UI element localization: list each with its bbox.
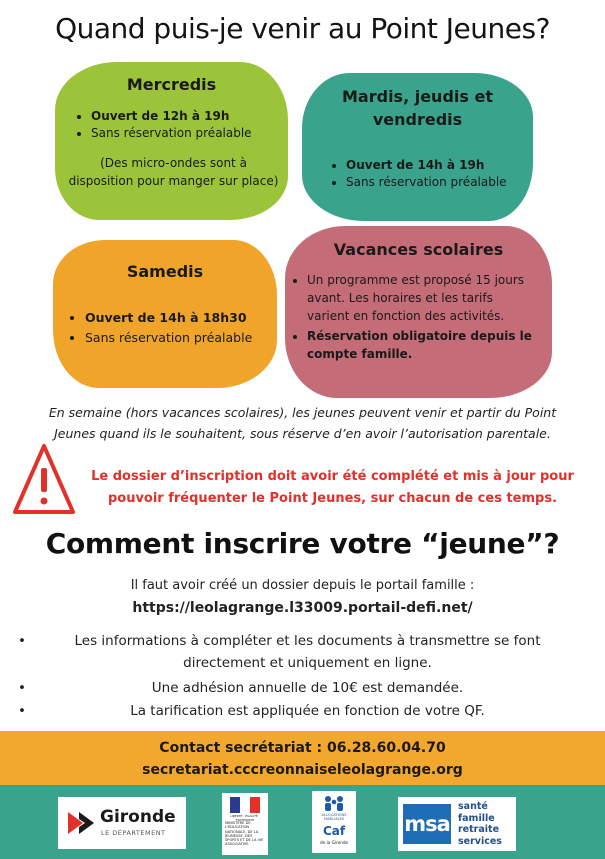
caf-top-text: ALLOCATIONS FAMILIALES	[321, 813, 347, 822]
bullet-text: Une adhésion annuelle de 10€ est demandée.	[151, 680, 464, 696]
flag-icon	[230, 797, 260, 813]
page-title: Quand puis-je venir au Point Jeunes?	[55, 12, 550, 45]
contact-email[interactable]: secretariat.cccreonnaiseleolagrange.org	[142, 762, 463, 778]
portail-link[interactable]: https://leolagrange.l33009.portail-defi.net/	[132, 600, 473, 616]
list-item: • Sans réservation préalable	[85, 328, 277, 348]
mercredis-heading: Mercredis	[126, 75, 217, 94]
contact-bar	[0, 731, 605, 785]
msa-lines	[458, 801, 502, 847]
bullet-icon: •	[18, 680, 26, 696]
caf-logo	[312, 791, 356, 853]
mercredis-list	[55, 108, 288, 142]
msa-logo	[398, 797, 516, 851]
gironde-name: Gironde	[100, 807, 176, 827]
block-vacances-scolaires	[285, 226, 552, 398]
samedis-heading: Samedis	[126, 262, 204, 281]
semaine-note: En semaine (hors vacances scolaires), les jeunes peuvent venir et partir du Point Jeunes quand ils le souhaitent, sous réserve d’en avoir l’autorisation parentale.	[48, 405, 557, 441]
vacances-list	[285, 271, 538, 363]
list-item: • Ouvert de 12h à 19h	[91, 108, 288, 125]
block-mercredis	[55, 62, 288, 220]
list-item: • Un programme est proposé 15 jours avant. Les horaires et les tarifs varient en fonction des activités.	[307, 271, 538, 325]
footer-logos	[0, 785, 605, 859]
samedis-list	[53, 308, 277, 348]
list-item: • Sans réservation préalable	[346, 174, 533, 191]
list-item: • Ouvert de 14h à 19h	[346, 157, 533, 174]
list-item	[0, 677, 605, 699]
bullet-icon: •	[18, 703, 26, 719]
inscription-intro-text: Il faut avoir créé un dossier depuis le portail famille :	[130, 578, 475, 593]
gironde-mark-icon	[66, 808, 96, 838]
mercredis-note: (Des micro-ondes sont à disposition pour manger sur place)	[68, 156, 279, 188]
contact-phone: Contact secrétariat : 06.28.60.04.70	[159, 740, 446, 756]
bullet-text: Les informations à compléter et les documents à transmettre se font directement et uniquement en ligne.	[74, 633, 541, 671]
ministere-top-text: LIBERTÉ · ÉGALITÉ · FRATERNITÉ	[230, 814, 260, 822]
msa-name: msa	[403, 804, 451, 844]
list-item	[0, 630, 605, 674]
msa-line: famille	[458, 812, 495, 824]
gironde-logo	[58, 797, 186, 849]
msa-line: santé	[458, 801, 488, 812]
ministere-text: MINISTÈRE DE L'ÉDUCATION NATIONALE, DE LA JEUNESSE, DES SPORTS ET DE LA VIE ASSOCIATIVE	[225, 821, 264, 847]
list-item: • Sans réservation préalable	[91, 125, 288, 142]
bullet-text: La tarification est appliquée en fonction de votre QF.	[130, 703, 485, 719]
block-samedis	[53, 240, 277, 388]
msa-line: retraite	[458, 824, 500, 835]
block-mardis-jeudis-vendredis	[302, 73, 533, 221]
list-item	[0, 700, 605, 722]
msa-line: services	[458, 835, 502, 847]
bullet-icon: •	[18, 633, 26, 649]
caf-name: Caf	[322, 824, 346, 838]
family-icon	[323, 795, 345, 811]
vacances-heading: Vacances scolaires	[333, 240, 504, 259]
list-item: • Réservation obligatoire depuis le compte famille.	[307, 327, 538, 363]
ministere-logo	[222, 793, 268, 855]
inscription-intro	[0, 574, 605, 620]
caf-sub: de la Gironde	[319, 840, 349, 845]
inscription-heading: Comment inscrire votre “jeune”?	[45, 527, 560, 560]
list-item: • Ouvert de 14h à 18h30	[85, 308, 277, 328]
mardis-heading: Mardis, jeudis et vendredis	[342, 87, 493, 129]
mardis-list	[302, 157, 533, 191]
gironde-sub: LE DÉPARTEMENT	[101, 829, 166, 837]
warning-text: Le dossier d’inscription doit avoir été complété et mis à jour pour pouvoir fréquenter le Point Jeunes, sur chacun de ces temps.	[91, 469, 574, 506]
warning-icon	[12, 442, 76, 518]
